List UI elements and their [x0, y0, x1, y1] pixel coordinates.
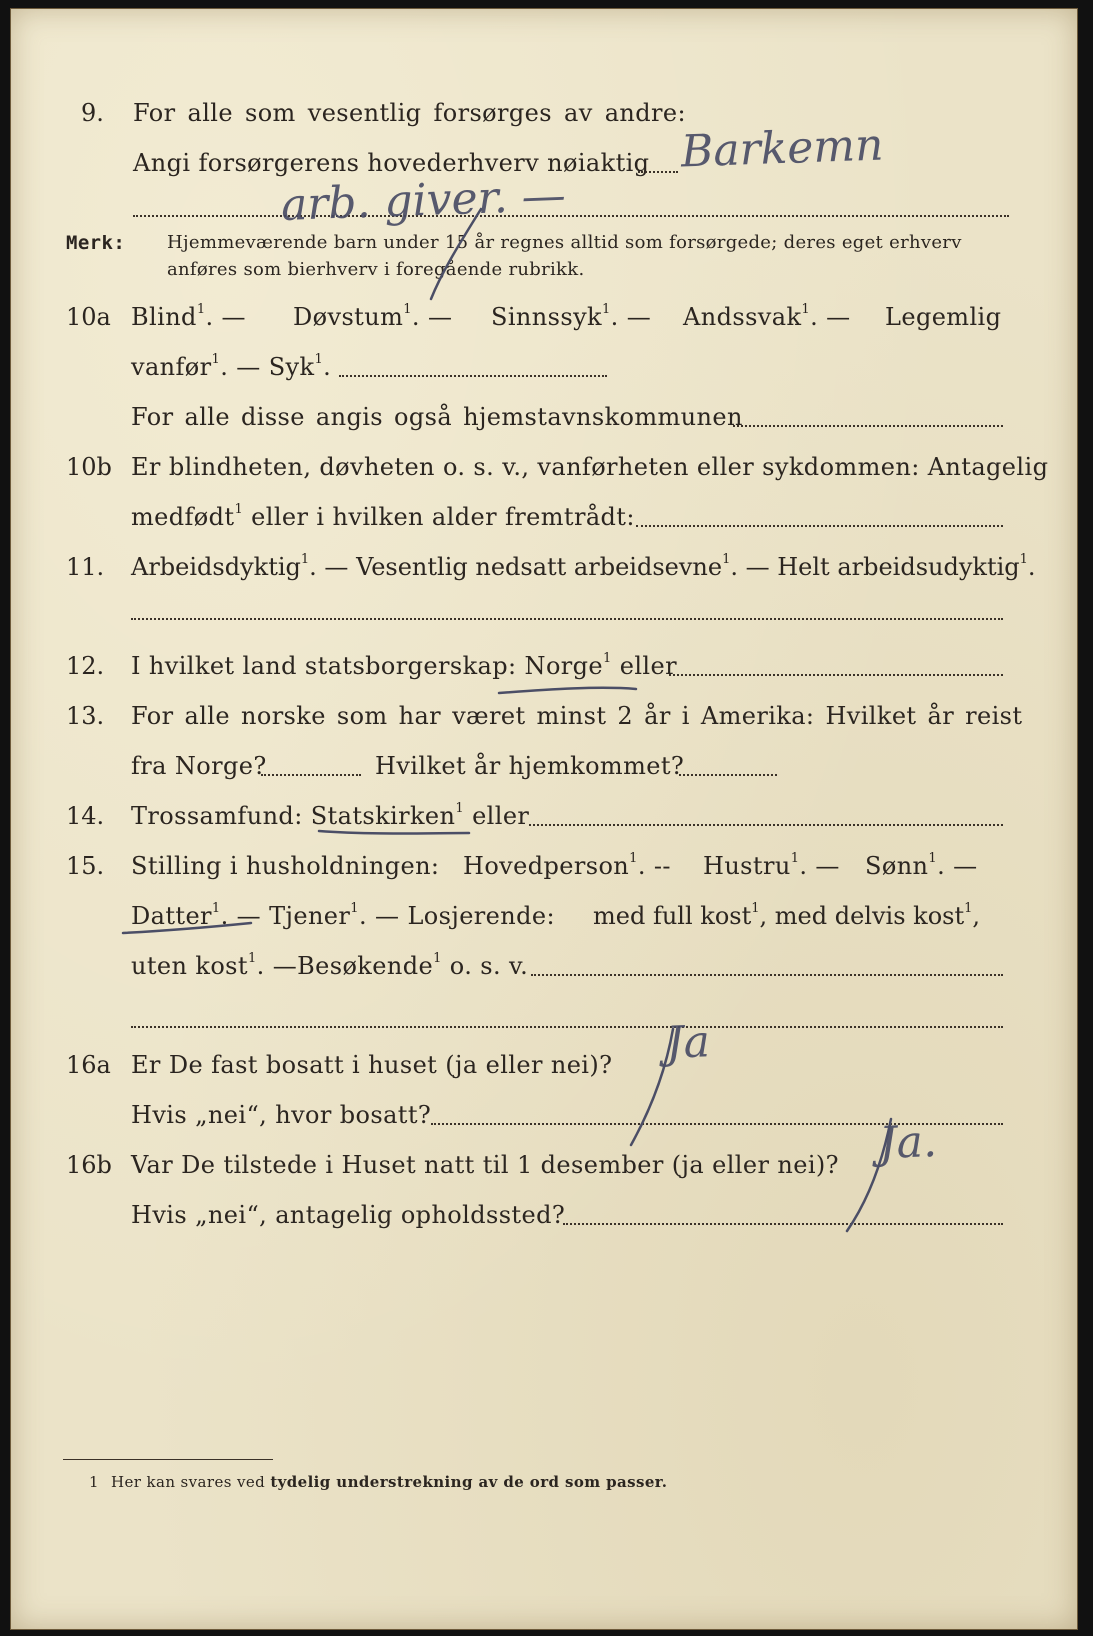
q15-datter: Datter$^1$. — Tjener$^1$. — Losjerende: [131, 901, 555, 930]
q10b-number: 10b [66, 453, 112, 481]
q14-statskirken: Statskirken [310, 802, 456, 830]
q10a-andssvak: Andssvak$^1$. — [683, 302, 851, 331]
q16b-answer-line [563, 1223, 1003, 1225]
q12-number: 12. [66, 652, 105, 680]
q16b-line1: Var De tilstede i Huset natt til 1 desember (ja eller nei)? [131, 1151, 839, 1179]
q9-line1: For alle som vesentlig forsørges av andre: [133, 99, 687, 127]
q15-label: Stilling i husholdningen: [131, 852, 440, 880]
q16a-number: 16a [66, 1051, 111, 1079]
q16b-number: 16b [66, 1151, 112, 1179]
q15-hustru: Hustru$^1$. — [703, 851, 840, 880]
q11-answer-line [131, 618, 1003, 620]
footnote-divider [63, 1459, 273, 1460]
q16b-line2: Hvis „nei“, antagelig opholdssted? [131, 1201, 566, 1229]
census-form-page [10, 8, 1078, 1630]
q14-answer-line [529, 824, 1003, 826]
q10a-blind: Blind$^1$. — [131, 302, 246, 331]
q13-line1: For alle norske som har været minst 2 år i Amerika: Hvilket år reist [131, 702, 1023, 730]
merk-label: Merk: [66, 232, 126, 254]
q15-answer-line [531, 974, 1003, 976]
q15-kost: med full kost$^1$, med delvis kost$^1$, [593, 901, 981, 930]
q10a-line3: For alle disse angis også hjemstavnskommunen [131, 403, 743, 431]
q13-hjemkommet: Hvilket år hjemkommet? [375, 752, 685, 780]
q13-number: 13. [66, 702, 105, 730]
q11-number: 11. [66, 553, 105, 581]
q12-text: I hvilket land statsborgerskap: Norge$^1$ eller [131, 651, 677, 680]
q10a-sinnssyk: Sinnssyk$^1$. — [491, 302, 652, 331]
q13-hjemkommet-line [679, 774, 777, 776]
q9-handwritten-answer-1: Barkemn [680, 119, 885, 178]
q10a-number: 10a [66, 303, 111, 331]
q9-answer-line2 [133, 215, 1009, 217]
merk-line1: Hjemmeværende barn under 15 år regnes alltid som forsørgede; deres eget erhverv [167, 232, 962, 253]
q15-number: 15. [66, 852, 105, 880]
q9-answer-line1 [638, 171, 678, 173]
q14-text: Trossamfund: Statskirken$^1$ eller [131, 801, 530, 830]
q15-answer-line-2 [131, 1026, 1003, 1028]
q16a-line1: Er De fast bosatt i huset (ja eller nei)? [131, 1051, 613, 1079]
q13-reist-line [261, 774, 361, 776]
q10a-vanfor: vanfør$^1$. — Syk$^1$. [131, 352, 332, 381]
q9-number: 9. [81, 99, 104, 127]
q15-line3: uten kost$^1$. —Besøkende$^1$ o. s. v. [131, 951, 529, 980]
q10a-legemlig: Legemlig [885, 303, 1002, 331]
footnote-text: Her kan svares ved tydelig understrekning av de ord som passer. [111, 1473, 668, 1491]
q12-answer-line [669, 674, 1003, 676]
footnote-mark: 1 [89, 1473, 99, 1491]
q10a-dovstum: Døvstum$^1$. — [293, 302, 453, 331]
q16a-line2: Hvis „nei“, hvor bosatt? [131, 1101, 432, 1129]
q16a-handwritten-answer: Ja [665, 1016, 711, 1069]
q9-handwritten-answer-2: arb. giver. — [280, 170, 567, 231]
q10b-line1: Er blindheten, døvheten o. s. v., vanførheten eller sykdommen: Antagelig [131, 453, 1049, 481]
q10b-answer-line [636, 525, 1003, 527]
q10b-line2: medfødt$^1$ eller i hvilken alder fremtrådt: [131, 502, 635, 531]
merk-line2: anføres som bierhverv i foregående rubrikk. [167, 259, 585, 280]
q9-line2: Angi forsørgerens hovederhverv nøiaktig [133, 149, 650, 177]
q15-sonn: Sønn$^1$. — [865, 851, 978, 880]
q10a-answer-line [339, 375, 607, 377]
q12-norge: Norge [524, 652, 604, 680]
q14-number: 14. [66, 802, 105, 830]
q10a-hjemstavn-line [733, 425, 1003, 427]
q13-fra-norge: fra Norge? [131, 752, 267, 780]
q15-hovedperson: Hovedperson$^1$. -- [463, 851, 671, 880]
q11-options: Arbeidsdyktig$^1$. — Vesentlig nedsatt arbeidsevne$^1$. — Helt arbeidsudyktig$^1$. [131, 552, 1036, 581]
q16b-handwritten-answer: Ja. [878, 1116, 938, 1169]
